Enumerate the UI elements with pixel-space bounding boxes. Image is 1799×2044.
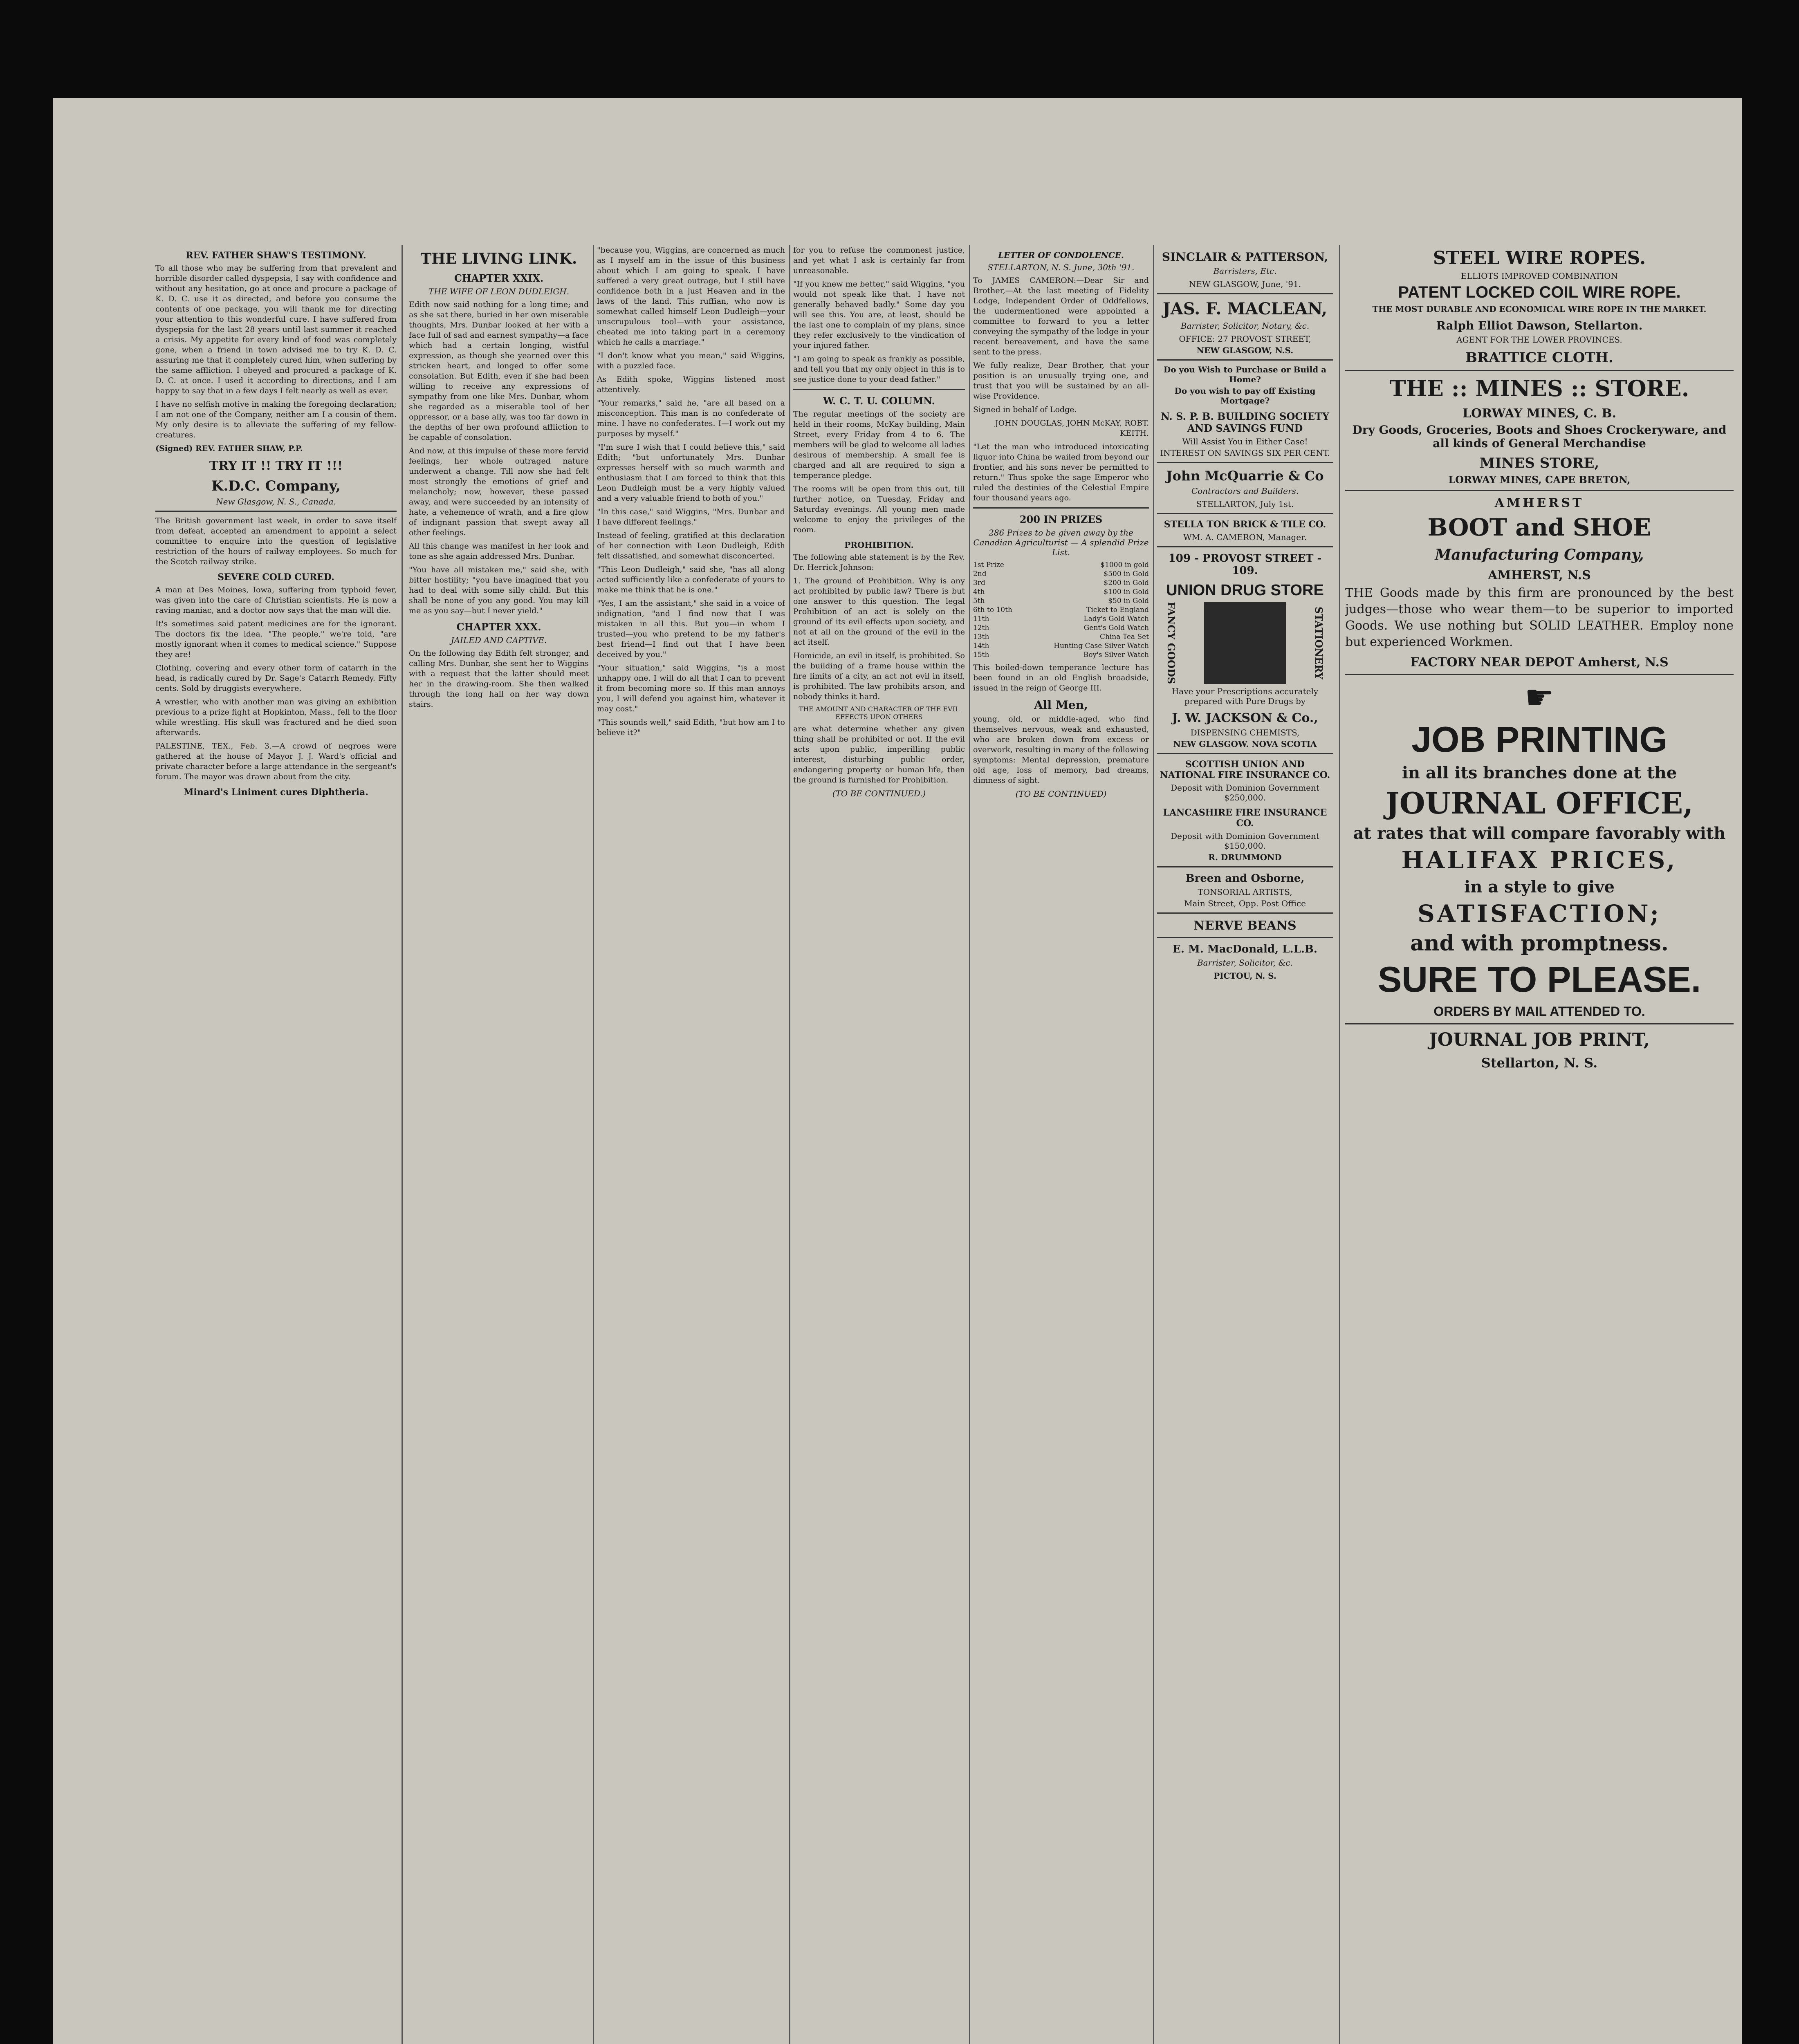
ad-title: TONSORIAL ARTISTS, [1198, 887, 1292, 897]
prize-item: $1000 in gold [1100, 561, 1149, 569]
column-5 [973, 245, 1149, 802]
column-rule [593, 245, 594, 2044]
column-3 [597, 245, 785, 741]
divider [1157, 546, 1333, 547]
column-rule [1339, 245, 1340, 2044]
prize-rank: 13th [973, 633, 989, 641]
ad-side-label: FANCY GOODS [1165, 602, 1177, 684]
section-heading: LETTER OF CONDOLENCE. [998, 250, 1124, 260]
column-7 [1345, 245, 1734, 1073]
ad-goods: Dry Goods, Groceries, Boots and Shoes Crockeryware, and all kinds of General Merchandise [1352, 423, 1727, 450]
prize-row [973, 578, 1149, 587]
signatories: JOHN DOUGLAS, JOHN McKAY, ROBT. KEITH. [995, 419, 1149, 438]
serial-title: THE LIVING LINK. [420, 250, 577, 267]
ad-question: Do you wish to pay off Existing Mortgage? [1174, 386, 1316, 406]
prize-row [973, 632, 1149, 641]
ad-address: 109 - PROVOST STREET - 109. [1168, 552, 1322, 577]
prize-heading: 200 IN PRIZES [1019, 513, 1103, 525]
divider [1345, 490, 1734, 491]
ad-factory: FACTORY NEAR DEPOT Amherst, N.S [1410, 655, 1669, 670]
prize-rank: 15th [973, 651, 989, 659]
ad-name: MINES STORE, [1479, 455, 1599, 471]
ad-side-label: STATIONERY [1313, 606, 1325, 679]
article-paragraph: The rooms will be open from this out, till further notice, on Tuesday, Friday and Saturday evenings. All young men made welcome to enjoy the privileges of the room. [793, 484, 965, 534]
article-paragraph: "In this case," said Wiggins, "Mrs. Dunbar and I have different feelings." [597, 507, 785, 527]
prize-item: $200 in Gold [1104, 579, 1149, 587]
prize-item: Boy's Silver Watch [1083, 651, 1149, 659]
column-rule [1153, 245, 1154, 2044]
article-paragraph: To all those who may be suffering from that prevalent and horrible disorder called dyspepsia, I say with confidence and without any hesitation, go at once and procure a package of K. D. C. use it as directed, and before you consume the contents of one package, you will thank me for directing your attention to this wonderful cure. I have suffered from dyspepsia for the last 28 years until last summer it reached a crisis. My appetite for every kind of food was completely gone, when a friend in town advised me to try K. D. C. assuring me that it completely cured him, when suffering by the same affliction. I obeyed and procured a package of K. D. C. at once. I used it according to directions, and I am happy to say that in a few days I felt nearly as well as ever. [155, 264, 397, 395]
section-heading: PROHIBITION. [844, 540, 914, 550]
ad-question: Do you Wish to Purchase or Build a Home? [1163, 365, 1327, 384]
article-paragraph: "Yes, I am the assistant," she said in a voice of indignation, "and I find now that I was mistaken in all this. But you—in whom I trusted—you who pretend to be my father's best friend—I find out that I have been deceived by you." [597, 599, 785, 659]
column-rule [969, 245, 970, 2044]
article-paragraph: "This Leon Dudleigh," said she, "has all along acted sufficiently like a confederate of yours to make me think that he is one." [597, 565, 785, 594]
divider [1345, 370, 1734, 371]
chapter-heading: CHAPTER XXX. [456, 621, 541, 633]
chapter-subheading: JAILED AND CAPTIVE. [451, 635, 547, 645]
ad-name: E. M. MacDonald, L.L.B. [1173, 943, 1317, 956]
prize-row [973, 641, 1149, 650]
ad-name: JAS. F. MACLEAN, [1162, 299, 1328, 318]
pointing-hand-icon: ☛ [1525, 678, 1554, 716]
article-paragraph: PALESTINE, TEX., Feb. 3.—A crowd of negroes were gathered at the house of Mayor J. J. Ward's official and private character before a large attendance in the sergeant's forum. The mayor was drawn about from the city. [155, 742, 397, 781]
prize-subheading: 286 Prizes to be given away by the Canadian Agriculturist — A splendid Prize List. [973, 528, 1149, 557]
ad-title: Contractors and Builders. [1191, 486, 1299, 496]
ad-manager: WM. A. CAMERON, Manager. [1183, 532, 1307, 542]
job-printing-line: in a style to give [1464, 877, 1615, 896]
job-printing-line: and with promptness. [1410, 931, 1669, 956]
column-1 [155, 245, 397, 800]
job-printing-line: ORDERS BY MAIL ATTENDED TO. [1433, 1004, 1645, 1019]
prize-item: Ticket to England [1086, 606, 1149, 614]
ad-title: Barristers, Etc. [1213, 266, 1277, 276]
job-printing-line: SURE TO PLEASE. [1377, 959, 1701, 1000]
ad-name: N. S. P. B. BUILDING SOCIETY AND SAVINGS FUND [1160, 410, 1330, 434]
article-heading: SEVERE COLD CURED. [218, 572, 334, 583]
divider [1157, 513, 1333, 514]
ad-body: THE Goods made by this firm are pronounced by the best judges—those who wear them—to be superior to imported Goods. We use nothing but SOLID LEATHER. Employ none but experienced Workmen. [1345, 586, 1734, 649]
ad-name: NERVE BEANS [1193, 919, 1297, 933]
prize-row [973, 605, 1149, 614]
job-printing-line: Stellarton, N. S. [1481, 1055, 1598, 1071]
prize-item: $500 in Gold [1104, 570, 1149, 578]
ad-slogan: TRY IT !! TRY IT !!! [209, 459, 343, 473]
ad-heading: All Men, [1034, 698, 1088, 712]
ad-text: Have your Prescriptions accurately prepared with Pure Drugs by [1171, 686, 1319, 706]
ad-detail: Deposit with Dominion Government $150,000. [1171, 831, 1319, 851]
article-paragraph: "because you, Wiggins, are concerned as much as I myself am in the issue of this business about which I am going to speak. I have suffered a very great outrage, but I still have confidence both in a just Heaven and in the laws of the land. This ruffian, who now is somewhat called himself Leon Dudleigh—your unscrupulous tool—with your assistance, cheated me into taking part in a ceremony which he calls a marriage." [597, 246, 785, 347]
column-4 [793, 245, 965, 802]
divider [155, 511, 397, 512]
ad-heading: STEEL WIRE ROPES. [1433, 248, 1646, 269]
article-paragraph: "You have all mistaken me," said she, with bitter hostility; "you have imagined that you had to deal with some silly child. But this shall be none of you any good. You may kill me as you say—but I never yield." [409, 565, 589, 615]
article-paragraph: Edith now said nothing for a long time; and as she sat there, buried in her own miserable thoughts, Mrs. Dunbar looked at her with a face full of sad and earnest sympathy—a face which had a certain longing, wistful expression, as though she yearned over this stricken heart, and longed to offer some consolation. But Edith, even if she had been willing to receive any expressions of sympathy from one like Mrs. Dunbar, whom she regarded as a miserable tool of her oppressor, or a base ally, was too far down in the depths of her own profound affliction to be capable of consolation. [409, 300, 589, 442]
article-paragraph: Clothing, covering and every other form of catarrh in the head, is radically cured by Dr. Sage's Catarrh Remedy. Fifty cents. Sold by druggists everywhere. [155, 663, 397, 693]
ad-subheading: Manufacturing Company, [1435, 546, 1644, 563]
ad-name: Breen and Osborne, [1185, 872, 1305, 885]
prize-item: Hunting Case Silver Watch [1054, 642, 1149, 650]
prize-rank: 14th [973, 642, 989, 650]
column-6 [1157, 245, 1333, 982]
ad-tagline: Will Assist You in Either Case! [1182, 437, 1308, 446]
article-paragraph: 1. The ground of Prohibition. Why is any act prohibited by public law? There is but one answer to this question. The legal Prohibition of an act is solely on the ground of its evil effects upon society, and not at all on the ground of the evil in the act itself. [793, 576, 965, 647]
article-paragraph: The following able statement is by the Rev. Dr. Herrick Johnson: [793, 553, 965, 572]
article-paragraph: It's sometimes said patent medicines are for the ignorant. The doctors fix the idea. "The people," we're told, "are mostly ignorant when it comes to medical science." Suppose they are! [155, 619, 397, 659]
ad-headline: BOOT and SHOE [1427, 513, 1651, 541]
article-paragraph: The British government last week, in order to save itself from defeat, accepted an amendment to appoint a select committee to enquire into the question of legislative restriction of the hours of railway employees. So much for the Scotch railway strike. [155, 516, 397, 566]
prize-item: Gent's Gold Watch [1083, 624, 1149, 632]
ad-agent-sub: AGENT FOR THE LOWER PROVINCES. [1456, 335, 1622, 345]
divider [1345, 674, 1734, 675]
prize-rank: 3rd [973, 579, 985, 587]
article-paragraph: "I don't know what you mean," said Wiggins, with a puzzled face. [597, 351, 785, 370]
prize-rank: 6th to 10th [973, 606, 1012, 614]
ad-place: STELLARTON, July 1st. [1196, 499, 1294, 509]
article-paragraph: A man at Des Moines, Iowa, suffering from typhoid fever, was given into the care of Christian scientists. He is now a raving maniac, and a doctor now says that the man will die. [155, 585, 397, 615]
ad-heading: THE :: MINES :: STORE. [1389, 375, 1689, 401]
article-paragraph: "If you knew me better," said Wiggins, "you would not speak like that. I have not generally behaved badly." Some day you will see this. You are, at least, should be the last one to complain of my plans, since they refer exclusively to the vindication of your injured father. [793, 280, 965, 350]
dateline: STELLARTON, N. S. June, 30th '91. [987, 262, 1135, 272]
divider [1157, 753, 1333, 754]
ad-agent: Ralph Elliot Dawson, Stellarton. [1436, 319, 1643, 332]
ad-title: Barrister, Solicitor, &c. [1197, 958, 1293, 968]
ad-name: SINCLAIR & PATTERSON, [1162, 250, 1328, 264]
ad-firm: J. W. JACKSON & Co., [1172, 711, 1318, 726]
article-paragraph: young, old, or middle-aged, who find themselves nervous, weak and exhausted, who are broken down from excess or overwork, resulting in many of the following symptoms: Mental depression, premature old age, loss of memory, bad dreams, dimness of sight. [973, 715, 1149, 785]
job-printing-line: at rates that will compare favorably with [1353, 824, 1726, 843]
article-heading: REV. FATHER SHAW'S TESTIMONY. [186, 250, 366, 261]
company-place: New Glasgow, N. S., Canada. [216, 497, 336, 507]
continued-note: (TO BE CONTINUED.) [832, 789, 926, 798]
article-paragraph: This boiled-down temperance lecture has been found in an old English broadside, issued in the reign of George III. [973, 663, 1149, 693]
article-paragraph: "Your remarks," said he, "are all based on a misconception. This man is no confederate of mine. I have no confederates. I—I work out my purposes by myself." [597, 399, 785, 438]
column-2 [409, 245, 589, 713]
continued-note: (TO BE CONTINUED) [1015, 789, 1107, 799]
article-paragraph: "This sounds well," said Edith, "but how am I to believe it?" [597, 718, 785, 737]
prize-row [973, 614, 1149, 623]
divider [1157, 866, 1333, 867]
article-paragraph: On the following day Edith felt stronger, and calling Mrs. Dunbar, she sent her to Wiggins with a request that the latter should meet her in the drawing-room. She then walked through the long hall on her way down stairs. [409, 649, 589, 709]
prize-rank: 2nd [973, 570, 987, 578]
store-image [1204, 602, 1286, 684]
drug-store-illustration-row [1165, 602, 1325, 684]
job-printing-heading: JOB PRINTING [1411, 719, 1667, 760]
article-paragraph: As Edith spoke, Wiggins listened most attentively. [597, 375, 785, 394]
job-printing-line: SATISFACTION; [1417, 900, 1661, 928]
article-paragraph: To JAMES CAMERON:—Dear Sir and Brother,—At the last meeting of Fidelity Lodge, Independent Order of Oddfellows, the undermentioned were appointed a committee to forward to you a letter conveying the sympathy of the lodge in your recent bereavement, and have the same sent to the press. [973, 276, 1149, 356]
prize-row [973, 650, 1149, 659]
article-paragraph: "I am going to speak as frankly as possible, and tell you that my only object in this is to see justice done to your dead father." [793, 354, 965, 384]
prize-row [973, 623, 1149, 632]
prize-rank: 5th [973, 597, 985, 605]
article-paragraph: The regular meetings of the society are held in their rooms, McKay building, Main Street, every Friday from 4 to 6. The members will be glad to welcome all ladies desirous of membership. A small fee is charged and all are required to sign a temperance pledge. [793, 410, 965, 480]
prize-list [973, 560, 1149, 659]
prize-item: $50 in Gold [1108, 597, 1149, 605]
job-printing-line: JOURNAL JOB PRINT, [1429, 1029, 1650, 1050]
ad-name: STELLA TON BRICK & TILE CO. [1164, 519, 1326, 530]
article-paragraph: "Let the man who introduced intoxicating liquor into China be wailed from beyond our frontier, and his sons never be permitted to return." Thus spoke the sage Emperor who ruled the destinies of the Celestial Empire four thousand years ago. [973, 442, 1149, 502]
ad-firm-sub: DISPENSING CHEMISTS, [1190, 728, 1300, 738]
article-paragraph: "Your situation," said Wiggins, "is a most unhappy one. I will do all that I can to prevent it from becoming more so. If this man annoys you, I will defend you against him, whatever it may cost." [597, 663, 785, 713]
job-printing-line: in all its branches done at the [1402, 763, 1677, 782]
ad-place: PICTOU, N. S. [1214, 971, 1276, 981]
ad-office: OFFICE: 27 PROVOST STREET, [1179, 334, 1311, 344]
ad-subheading: LORWAY MINES, C. B. [1463, 406, 1616, 421]
signed-line: Signed in behalf of Lodge. [973, 405, 1077, 414]
column-rule [402, 245, 403, 2044]
signature: (Signed) REV. FATHER SHAW, P.P. [155, 444, 303, 453]
column-rule [789, 245, 790, 2044]
prize-row [973, 569, 1149, 578]
job-printing-line: JOURNAL OFFICE, [1385, 786, 1694, 820]
ad-place: LORWAY MINES, CAPE BRETON, [1448, 474, 1631, 486]
divider [1157, 462, 1333, 463]
article-paragraph: A wrestler, who with another man was giving an exhibition previous to a prize fight at Hopkinton, Mass., fell to the floor while wrestling. His skull was fractured and he died soon afterwards. [155, 697, 397, 737]
divider [1157, 937, 1333, 938]
prize-row [973, 596, 1149, 605]
ad-place: NEW GLASGOW, N.S. [1196, 345, 1294, 355]
article-paragraph: I have no selfish motive in making the foregoing declaration; I am not one of the Company, neither am I a cousin of them. My only desire is to alleviate the suffering of my fellow-creatures. [155, 400, 397, 439]
article-paragraph: We fully realize, Dear Brother, that your position is an unusually trying one, and trust that you will be sustained by an all-wise Providence. [973, 361, 1149, 401]
prize-item: China Tea Set [1099, 633, 1149, 641]
section-subheading: THE AMOUNT AND CHARACTER OF THE EVIL EFFECTS UPON OTHERS [799, 705, 960, 721]
ad-headline: PATENT LOCKED COIL WIRE ROPE. [1398, 283, 1681, 301]
ad-place: AMHERST, N.S [1488, 568, 1591, 583]
article-paragraph: "I'm sure I wish that I could believe this," said Edith; "but unfortunately Mrs. Dunbar expresses herself with so much warmth and enthusiasm that I am forced to think that this Leon Dudleigh must be a very highly valued and a very valuable friend to both of you." [597, 443, 785, 503]
divider [973, 507, 1149, 509]
ad-tagline: THE MOST DURABLE AND ECONOMICAL WIRE ROPE IN THE MARKET. [1372, 304, 1707, 314]
article-paragraph: for you to refuse the commonest justice, and yet what I ask is certainly far from unreasonable. [793, 246, 965, 275]
ad-towns: NEW GLASGOW. NOVA SCOTIA [1173, 739, 1317, 749]
article-paragraph: Homicide, an evil in itself, is prohibited. So the building of a frame house within the fire limits of a city, an act not evil in itself, is prohibited. The law prohibits arson, and nobody thinks it hard. [793, 651, 965, 701]
prize-item: Lady's Gold Watch [1083, 615, 1149, 623]
ad-place: NEW GLASGOW, June, '91. [1189, 279, 1301, 289]
article-paragraph: Instead of feeling, gratified at this declaration of her connection with Leon Dudleigh, Edith felt dissatisfied, and somewhat disconcerted. [597, 531, 785, 560]
prize-rank: 1st Prize [973, 561, 1004, 569]
ad-heading: AMHERST [1494, 496, 1584, 510]
ad-line: Minard's Liniment cures Diphtheria. [184, 787, 368, 798]
ad-agent: R. DRUMMOND [1208, 852, 1282, 863]
newspaper-page [53, 98, 1742, 2044]
ad-place: Main Street, Opp. Post Office [1184, 899, 1306, 909]
ad-rate: INTEREST ON SAVINGS SIX PER CENT. [1160, 448, 1330, 458]
prize-rank: 4th [973, 588, 985, 596]
divider [793, 389, 965, 390]
ad-name: John McQuarrie & Co [1166, 468, 1324, 484]
ad-name: SCOTTISH UNION AND NATIONAL FIRE INSURANCE CO. [1160, 759, 1330, 781]
company-name: K.D.C. Company, [211, 478, 341, 494]
ad-name: LANCASHIRE FIRE INSURANCE CO. [1163, 807, 1327, 829]
divider [1157, 359, 1333, 361]
ad-name: UNION DRUG STORE [1166, 582, 1324, 599]
divider [1157, 293, 1333, 294]
divider [1345, 1023, 1734, 1024]
ad-detail: Deposit with Dominion Government $250,000. [1171, 783, 1319, 803]
job-printing-line: HALIFAX PRICES, [1401, 846, 1678, 874]
chapter-subheading: THE WIFE OF LEON DUDLEIGH. [428, 287, 570, 296]
article-paragraph: are what determine whether any given thing shall be prohibited or not. If the evil acts upon public, imperilling public interest, disturbing public order, endangering property or human life, then the ground is furnished for Prohibition. [793, 724, 965, 784]
ad-heading: BRATTICE CLOTH. [1465, 350, 1613, 366]
prize-item: $100 in Gold [1104, 588, 1149, 596]
prize-row [973, 587, 1149, 596]
chapter-heading: CHAPTER XXIX. [454, 272, 544, 284]
ad-subheading: ELLIOTS IMPROVED COMBINATION [1461, 271, 1618, 281]
article-paragraph: And now, at this impulse of these more fervid feelings, her whole outraged nature underwent a change. Till now she had felt most strongly the emotions of grief and melancholy; now, however, these passed away, and were succeeded by an intensity of hate, a vehemence of wrath, and a fire glow of indignant passion that swept away all other feelings. [409, 446, 589, 537]
prize-row [973, 560, 1149, 569]
ad-title: Barrister, Solicitor, Notary, &c. [1180, 321, 1310, 331]
prize-rank: 12th [973, 624, 989, 632]
article-paragraph: All this change was manifest in her look and tone as she again addressed Mrs. Dunbar. [409, 542, 589, 561]
divider [1157, 912, 1333, 914]
section-heading: W. C. T. U. COLUMN. [823, 395, 935, 407]
prize-rank: 11th [973, 615, 989, 623]
